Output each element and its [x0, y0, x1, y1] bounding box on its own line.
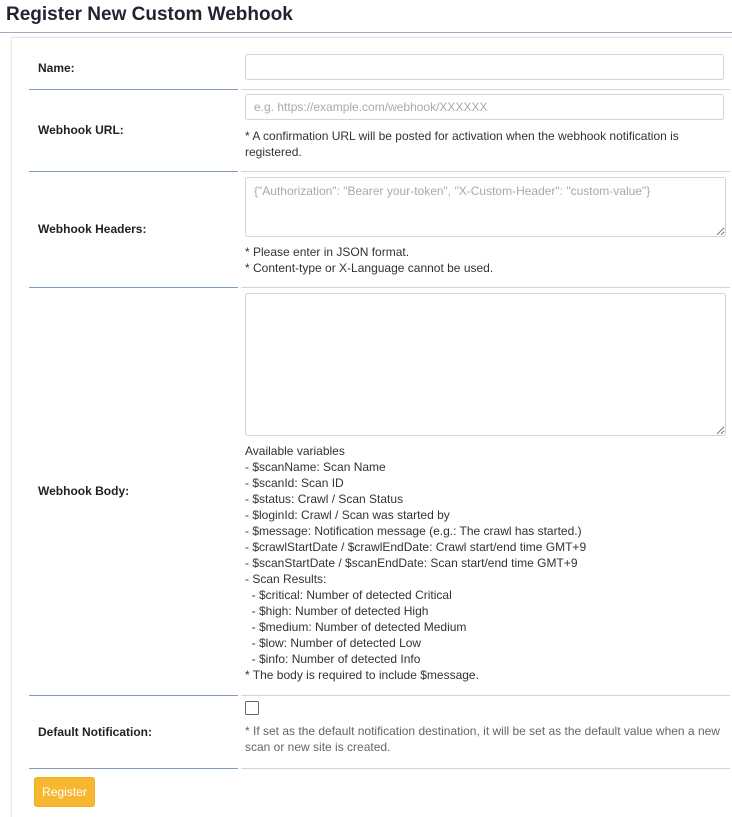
webhook-url-input[interactable]: [245, 94, 724, 120]
page-title: Register New Custom Webhook: [6, 4, 293, 25]
webhook-url-row: [29, 89, 730, 171]
register-button[interactable]: Register: [34, 777, 95, 807]
name-row: [29, 46, 730, 89]
webhook-body-help: Available variables - $scanName: Scan Name - $scanId: Scan ID - $status: Crawl / Scan Status - $loginId: Crawl / Scan was started by - $message: Notification message (e.g.: The crawl has started.) - $crawlStartDate / $crawlEndDate: Crawl start/end time GMT+9 - $scanStartDate / $scanEndDate: Scan start/end time GMT+9 - Scan Results: - $critical: Number of detected Critical - $high: Number of detected High - $medium: Number of detected Medium - $low: Number of detected Low - $info: Number of detected Info * The body is required to include $message.: [245, 444, 587, 682]
default-notification-label: Default Notification:: [38, 724, 152, 739]
webhook-url-help: * A confirmation URL will be posted for activation when the webhook notification is registered.: [245, 129, 679, 159]
default-notification-row: [29, 695, 730, 768]
name-input[interactable]: [245, 54, 724, 80]
webhook-headers-help: * Please enter in JSON format. * Content-type or X-Language cannot be used.: [245, 245, 494, 275]
webhook-body-row: [29, 287, 730, 695]
name-label: Name:: [38, 60, 75, 75]
webhook-url-label: Webhook URL:: [38, 123, 124, 137]
webhook-body-label: Webhook Body:: [38, 484, 130, 498]
webhook-headers-row: [29, 171, 730, 287]
webhook-body-textarea[interactable]: [245, 293, 726, 436]
webhook-headers-label: Webhook Headers:: [38, 222, 147, 236]
webhook-headers-textarea[interactable]: [245, 177, 726, 237]
default-notification-help: * If set as the default notification destination, it will be set as the default value when a new scan or new site is created.: [245, 724, 720, 754]
default-notification-checkbox[interactable]: [245, 701, 259, 715]
page-header: [0, 0, 732, 33]
